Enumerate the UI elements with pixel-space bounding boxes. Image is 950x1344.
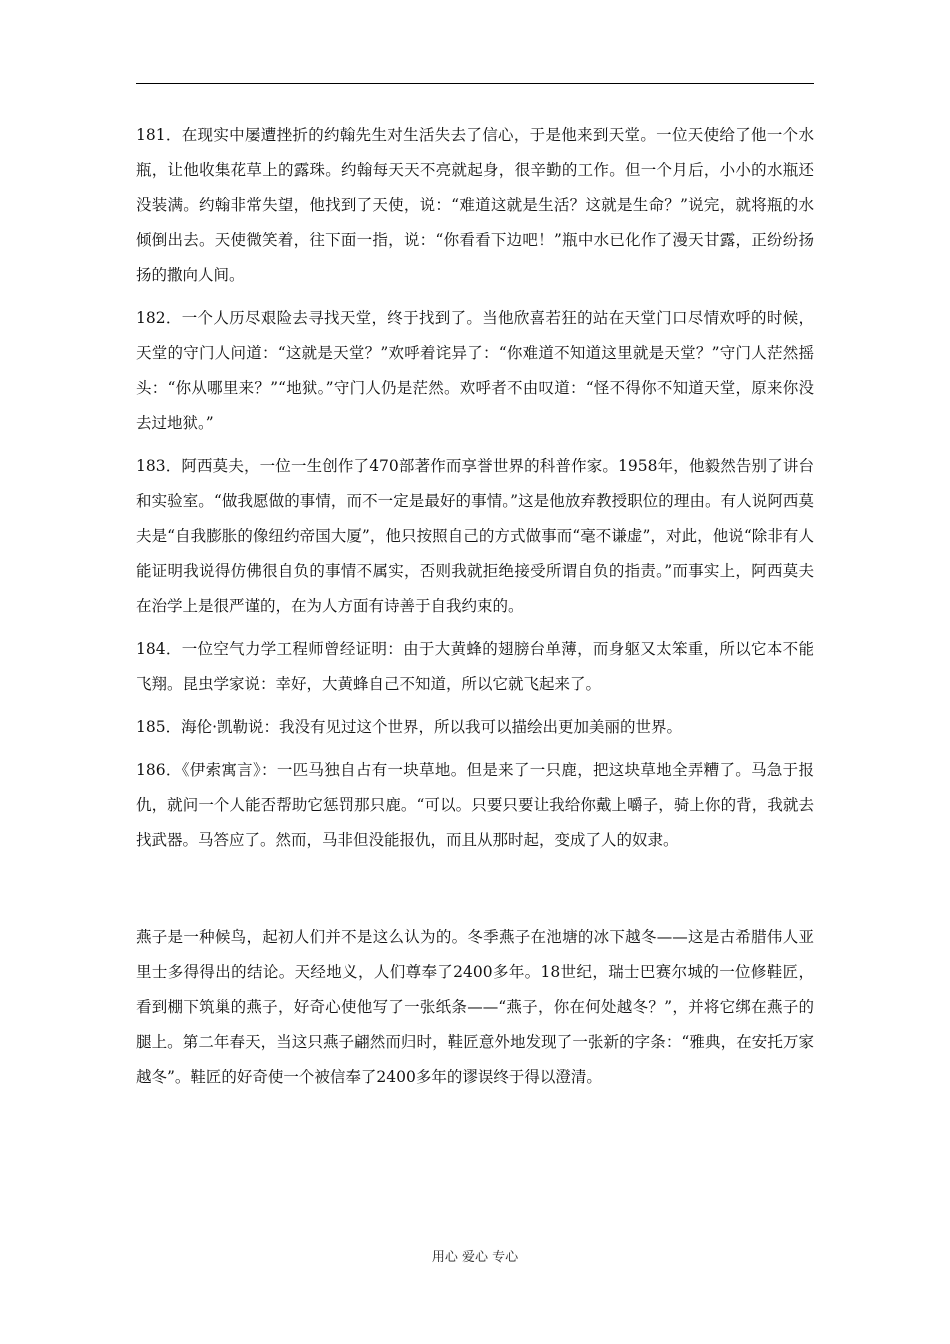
paragraph-184: 184．一位空气力学工程师曾经证明：由于大黄蜂的翅膀台单薄，而身躯又太笨重，所以它本不能飞翔。昆虫学家说：幸好，大黄蜂自己不知道，所以它就飞起来了。 (136, 640, 814, 693)
paragraph-182: 182．一个人历尽艰险去寻找天堂，终于找到了。当他欣喜若狂的站在天堂门口尽情欢呼的时候，天堂的守门人问道：“这就是天堂？”欢呼着诧异了：“你难道不知道这里就是天堂？”守门人茫然摇头：“你从哪里来？”“地狱。”守门人仍是茫然。欢呼者不由叹道：“怪不得你不知道天堂，原来你没去过地狱。” (136, 309, 814, 432)
paragraph-186: 186．《伊索寓言》：一匹马独自占有一块草地。但是来了一只鹿，把这块草地全弄糟了。马急于报仇，就问一个人能否帮助它惩罚那只鹿。“可以。只要只要让我给你戴上嚼子，骑上你的背，我就去找武器。马答应了。然而，马非但没能报仇，而且从那时起，变成了人的奴隶。 (136, 761, 814, 849)
paragraph-swallow: 燕子是一种候鸟，起初人们并不是这么认为的。冬季燕子在池塘的冰下越冬——这是古希腊伟人亚里士多得得出的结论。天经地义，人们尊奉了2400多年。18世纪，瑞士巴赛尔城的一位修鞋匠，看到棚下筑巢的燕子，好奇心使他写了一张纸条——“燕子，你在何处越冬？”，并将它绑在燕子的腿上。第二年春天，当这只燕子翩然而归时，鞋匠意外地发现了一张新的字条：“雅典，在安托万家越冬”。鞋匠的好奇使一个被信奉了2400多年的谬误终于得以澄清。 (136, 928, 814, 1086)
section-gap (136, 858, 814, 920)
header-rule (136, 83, 814, 84)
page-footer: 用心 爱心 专心 (431, 1250, 519, 1265)
document-body (136, 118, 814, 1103)
paragraph-185: 185．海伦·凯勒说：我没有见过这个世界，所以我可以描绘出更加美丽的世界。 (136, 718, 683, 736)
paragraph-183: 183．阿西莫夫，一位一生创作了470部著作而享誉世界的科普作家。1958年，他毅然告别了讲台和实验室。“做我愿做的事情，而不一定是最好的事情。”这是他放弃教授职位的理由。有人说阿西莫夫是“自我膨胀的像纽约帝国大厦”，他只按照自己的方式做事而“毫不谦虚”，对此，他说“除非有人能证明我说得仿佛很自负的事情不属实，否则我就拒绝接受所谓自负的指责。”而事实上，阿西莫夫在治学上是很严谨的，在为人方面有诗善于自我约束的。 (136, 457, 814, 615)
paragraph-181: 181．在现实中屡遭挫折的约翰先生对生活失去了信心，于是他来到天堂。一位天使给了他一个水瓶，让他收集花草上的露珠。约翰每天天不亮就起身，很辛勤的工作。但一个月后，小小的水瓶还没装满。约翰非常失望，他找到了天使，说：“难道这就是生活？这就是生命？”说完，就将瓶的水倾倒出去。天使微笑着，往下面一指，说：“你看看下边吧！”瓶中水已化作了漫天甘露，正纷纷扬扬的撒向人间。 (136, 126, 814, 284)
